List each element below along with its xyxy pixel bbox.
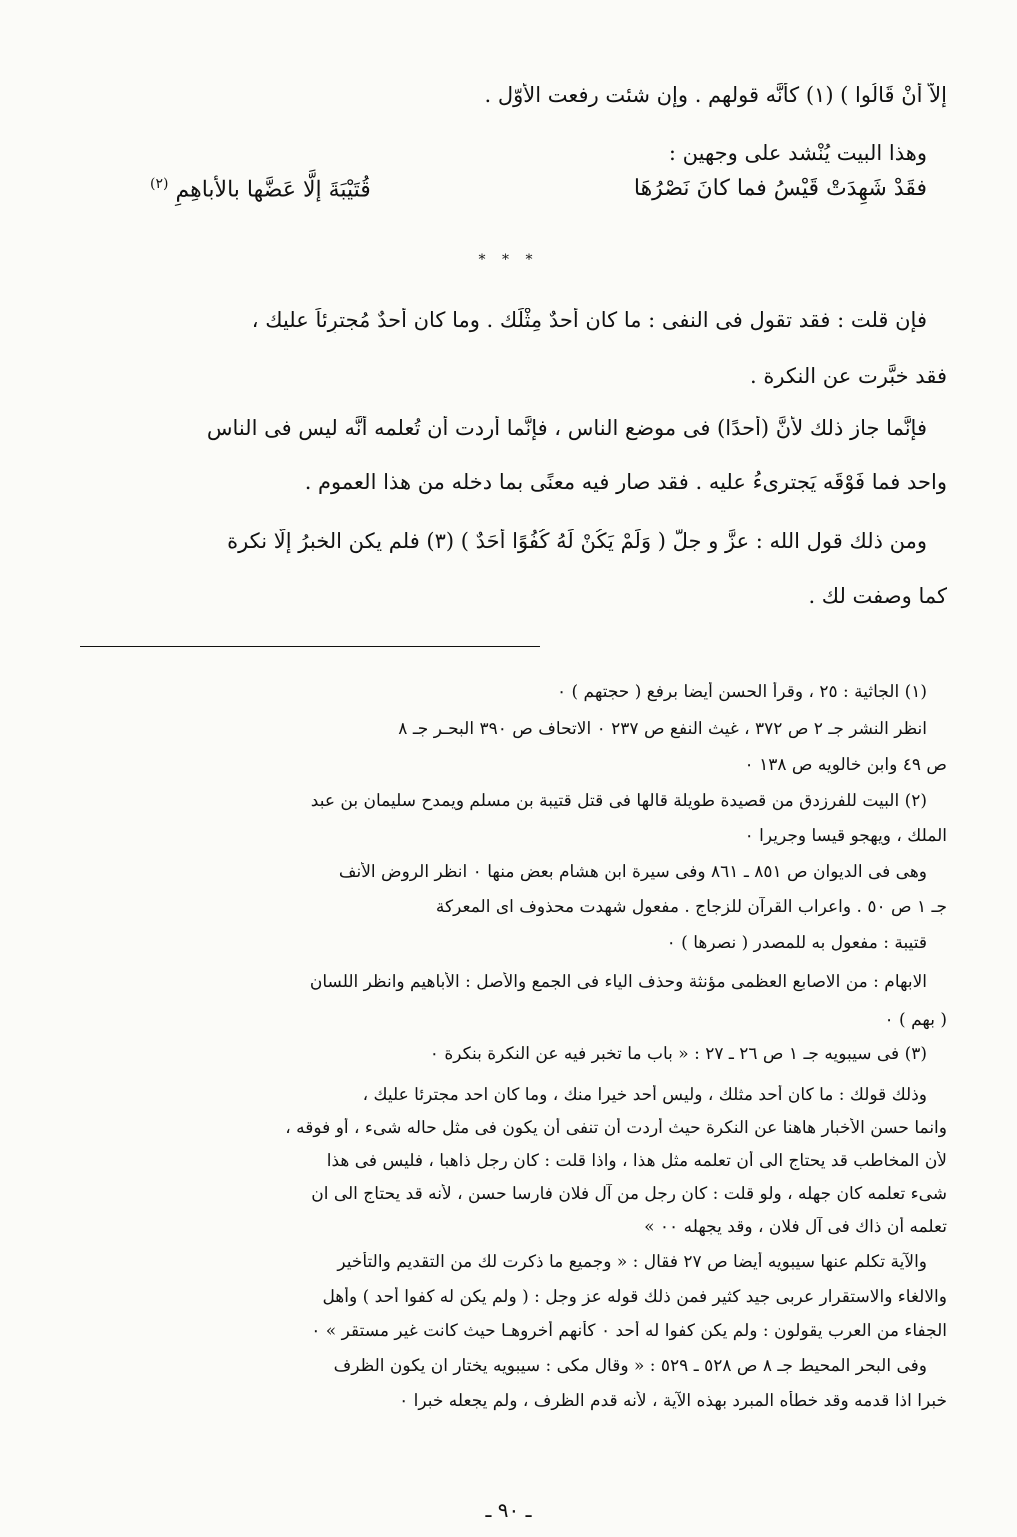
main-line: فإنَّما جاز ذلك لأنَّ (أحدًا) فى موضع الناس ، فإنَّما أردت أن تُعلمه أنَّه ليس فى الناس bbox=[206, 416, 927, 440]
footnote-line: (٢) البيت للفرزدق من قصيدة طويلة قالها فى قتل قتيبة بن مسلم ويمدح سليمان بن عبد bbox=[310, 791, 927, 811]
footnote-line: (٣) فى سيبويه جـ ١ ص ٢٦ ـ ٢٧ : « باب ما تخبر فيه عن النكرة بنكرة ٠ bbox=[429, 1044, 927, 1064]
page-number: ـ ٩٠ ـ bbox=[485, 1498, 532, 1522]
main-line: كما وصفت لك . bbox=[808, 584, 947, 608]
footnote-line: لأن المخاطب قد يحتاج الى أن تعلمه مثل هذا ، واذا قلت : كان رجل ذاهبا ، فليس فى هذا bbox=[326, 1151, 947, 1171]
footnote-line: الابهام : من الاصابع العظمى مؤنثة وحذف الياء فى الجمع والأصل : الأباهيم وانظر اللسان bbox=[309, 972, 927, 992]
footnote-line: ( بهم ) ٠ bbox=[884, 1010, 947, 1030]
footnote-line: ص ٤٩ وابن خالويه ص ١٣٨ ٠ bbox=[744, 755, 947, 775]
footnote-line: الملك ، ويهجو قيسا وجريرا ٠ bbox=[744, 826, 947, 846]
footnote-line: وهى فى الديوان ص ٨٥١ ـ ٨٦١ وفى سيرة ابن هشام بعض منها ٠ انظر الروض الأنف bbox=[338, 862, 927, 882]
footnote-line: وذلك قولك : ما كان أحد مثلك ، وليس أحد خيرا منك ، وما كان احد مجترئا عليك ، bbox=[362, 1085, 927, 1105]
footnote-line: خبرا اذا قدمه وقد خطأه المبرد بهذه الآية ، لأنه قدم الظرف ، ولم يجعله خبرا ٠ bbox=[399, 1391, 947, 1411]
poetry-verse bbox=[150, 176, 927, 202]
verse-hemistich: فقَدْ شَهِدَتْ قَيْسُ فما كانَ نَصْرُهَا bbox=[633, 176, 927, 201]
footnote-line: الجفاء من العرب يقولون : ولم يكن كفوا له أحد ٠ كأنهم أخروهـا حيث كانت غير مستقر » ٠ bbox=[311, 1321, 947, 1341]
footnote-line: قتيبة : مفعول به للمصدر ( نصرها ) ٠ bbox=[666, 933, 927, 953]
verse-hemistich bbox=[150, 176, 371, 202]
section-separator: * * * bbox=[478, 252, 539, 268]
footnote-ref: (٢) bbox=[150, 176, 169, 192]
main-line: وهذا البيت يُنْشد على وجهين : bbox=[668, 141, 927, 165]
footnote-line: شىء تعلمه كان جهله ، ولو قلت : كان رجل من آل فلان فارسا حسن ، لأنه قد يحتاج الى ان bbox=[311, 1184, 947, 1204]
footnote-line: جـ ١ ص ٥٠ . واعراب القرآن للزجاج . مفعول شهدت محذوف اى المعركة bbox=[435, 897, 947, 917]
main-line: واحد فما فَوْقَه يَجترىءُ عليه . فقد صار فيه معنًى بما دخله من هذا العموم . bbox=[304, 470, 947, 494]
footnote-line: تعلمه أن ذاك فى آل فلان ، وقد يجهله ٠٠ » bbox=[644, 1217, 947, 1237]
footnote-line: وفى البحر المحيط جـ ٨ ص ٥٢٨ ـ ٥٢٩ : « وقال مكى : سيبويه يختار ان يكون الظرف bbox=[333, 1356, 927, 1376]
footnote-divider bbox=[80, 646, 540, 647]
main-line: ومن ذلك قول الله : عزَّ و جلَّ ( وَلَمْ يَكُنْ لَهُ كُفُوًا أَحَدٌ ) (٣) فلم يكن الخبرُ إلَّا نكرة bbox=[227, 529, 927, 553]
footnote-line: والالغاء والاستقرار عربى جيد كثير فمن ذلك قوله عز وجل : ( ولم يكن له كفوا أحد ) وأهل bbox=[322, 1287, 947, 1307]
main-line: إلاَّ أنْ قَالُوا ) (١) كأنَّه قولهم . وإن شئت رفعت الأوّل . bbox=[484, 83, 947, 107]
footnote-line: (١) الجاثية : ٢٥ ، وقرأ الحسن أيضا برفع ( حجتهم ) ٠ bbox=[556, 682, 927, 702]
main-line: فقد خبَّرت عن النكرة . bbox=[749, 364, 947, 388]
verse-text: قُتَيْبَةَ إلَّا عَضَّها بالأباهِمِ bbox=[175, 177, 371, 203]
footnote-line: والآية تكلم عنها سيبويه أيضا ص ٢٧ فقال : « وجميع ما ذكرت لك من التقديم والتأخير bbox=[337, 1252, 927, 1272]
main-line: فإن قلت : فقد تقول فى النفى : ما كان أَحدٌ مِثْلَك . وما كان أحدٌ مُجترِئاً عليك ، bbox=[251, 308, 927, 332]
footnote-line: انظر النشر جـ ٢ ص ٣٧٢ ، غيث النفع ص ٢٣٧ ٠ الاتحاف ص ٣٩٠ البحـر جـ ٨ bbox=[398, 719, 927, 739]
footnote-line: وانما حسن الأخبار هاهنا عن النكرة حيث أردت أن تنفى أن يكون فى مثل حاله شىء ، أو فوقه ، bbox=[285, 1118, 947, 1138]
